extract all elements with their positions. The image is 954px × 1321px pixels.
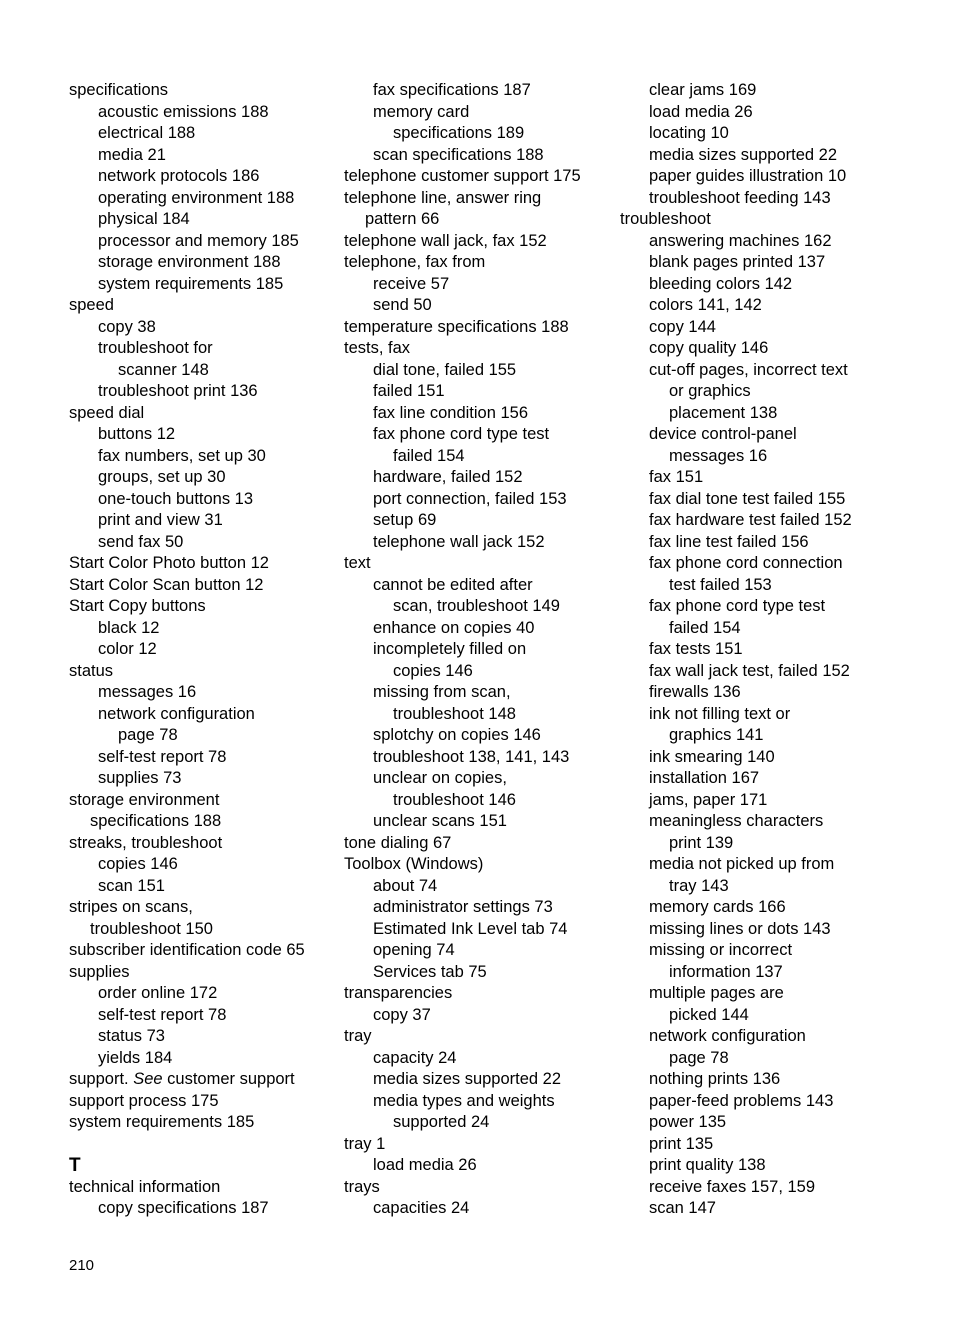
index-subentry: installation 167 xyxy=(649,769,760,787)
index-subentry: copy specifications 187 xyxy=(98,1199,269,1217)
index-entry-continuation: scan, troubleshoot 149 xyxy=(393,597,560,615)
index-entry xyxy=(69,1069,339,1091)
index-subentry: media 21 xyxy=(98,145,166,164)
index-entry-continuation: supported 24 xyxy=(393,1113,490,1131)
index-entry-continuation: placement 138 xyxy=(669,403,778,422)
index-subentry: media types and weights xyxy=(373,1091,555,1110)
index-entry-continuation: copies 146 xyxy=(393,661,473,680)
index-subentry: troubleshoot 138, 141, 143 xyxy=(373,747,570,766)
index-subentry: load media 26 xyxy=(649,102,753,121)
entry-text: support. xyxy=(69,1070,134,1088)
index-subentry: messages 16 xyxy=(98,683,197,701)
index-subentry: media sizes supported 22 xyxy=(373,1070,562,1088)
index-subentry: failed 151 xyxy=(373,382,445,400)
index-subentry: one-touch buttons 13 xyxy=(98,489,254,508)
index-entry: transparencies xyxy=(344,984,453,1002)
index-subentry: print quality 138 xyxy=(649,1156,766,1174)
index-entry-continuation: pattern 66 xyxy=(365,210,440,228)
index-subentry: fax line test failed 156 xyxy=(649,532,809,551)
index-column-3 xyxy=(620,80,910,1220)
index-subentry: ink not filling text or xyxy=(649,704,791,723)
index-subentry: fax specifications 187 xyxy=(373,81,531,99)
index-entry: telephone, fax from xyxy=(344,253,486,271)
index-subentry: locating 10 xyxy=(649,124,729,142)
index-entry-continuation: graphics 141 xyxy=(669,726,764,744)
index-subentry: clear jams 169 xyxy=(649,81,757,99)
index-entry: Toolbox (Windows) xyxy=(344,855,484,873)
index-subentry: cannot be edited after xyxy=(373,575,533,594)
index-subentry: copy quality 146 xyxy=(649,339,769,357)
index-subentry: multiple pages are xyxy=(649,984,784,1002)
index-entry-continuation: failed 154 xyxy=(669,618,741,637)
index-entry: temperature specifications 188 xyxy=(344,317,569,336)
index-entry-continuation: or graphics xyxy=(669,382,751,400)
index-entry: support process 175 xyxy=(69,1091,219,1110)
index-subentry: self-test report 78 xyxy=(98,1005,227,1024)
index-entry: status xyxy=(69,661,114,680)
index-entry: tests, fax xyxy=(344,339,411,357)
index-entry: telephone wall jack, fax 152 xyxy=(344,231,547,250)
index-subentry: physical 184 xyxy=(98,210,190,228)
index-subentry: fax phone cord type test xyxy=(649,597,826,615)
index-subentry: buttons 12 xyxy=(98,425,176,443)
index-subentry: unclear on copies, xyxy=(373,769,507,787)
index-subentry: copies 146 xyxy=(98,855,178,873)
index-entry-continuation: tray 143 xyxy=(669,876,729,895)
index-subentry: order online 172 xyxy=(98,984,218,1002)
index-entry: tray 1 xyxy=(344,1134,386,1153)
index-entry: stripes on scans, xyxy=(69,898,193,916)
index-entry-continuation: page 78 xyxy=(669,1048,729,1067)
index-entry: troubleshoot xyxy=(620,210,711,228)
index-subentry: load media 26 xyxy=(373,1156,477,1174)
index-entry-continuation: page 78 xyxy=(118,726,178,744)
index-subentry: fax tests 151 xyxy=(649,640,743,658)
index-subentry: receive faxes 157, 159 xyxy=(649,1177,816,1196)
section-letter: T xyxy=(69,1155,81,1176)
index-entry-continuation: scanner 148 xyxy=(118,360,209,379)
index-subentry: missing or incorrect xyxy=(649,941,793,959)
index-subentry: self-test report 78 xyxy=(98,747,227,766)
index-entry: technical information xyxy=(69,1177,221,1196)
index-subentry: fax hardware test failed 152 xyxy=(649,511,852,529)
index-subentry: system requirements 185 xyxy=(98,274,284,293)
index-subentry: receive 57 xyxy=(373,274,450,293)
index-subentry: troubleshoot feeding 143 xyxy=(649,188,831,207)
index-subentry: fax line condition 156 xyxy=(373,403,529,422)
index-subentry: about 74 xyxy=(373,876,438,895)
index-subentry: copy 37 xyxy=(373,1005,431,1024)
index-subentry: troubleshoot print 136 xyxy=(98,382,258,400)
index-entry: telephone customer support 175 xyxy=(344,167,581,185)
index-subentry: fax 151 xyxy=(649,468,704,486)
index-subentry: incompletely filled on xyxy=(373,640,527,658)
index-subentry: electrical 188 xyxy=(98,124,196,142)
index-subentry: opening 74 xyxy=(373,941,455,959)
index-subentry: paper guides illustration 10 xyxy=(649,167,847,185)
index-subentry: Estimated Ink Level tab 74 xyxy=(373,919,568,938)
page-number: 210 xyxy=(69,1257,95,1274)
index-entry-continuation: specifications 188 xyxy=(90,812,222,830)
index-subentry: capacities 24 xyxy=(373,1199,470,1217)
index-subentry: nothing prints 136 xyxy=(649,1070,781,1088)
index-subentry: meaningless characters xyxy=(649,812,824,830)
index-subentry: network configuration xyxy=(98,704,255,723)
index-subentry: memory card xyxy=(373,102,470,121)
index-subentry: storage environment 188 xyxy=(98,253,281,271)
index-subentry: troubleshoot for xyxy=(98,339,213,357)
index-subentry: cut-off pages, incorrect text xyxy=(649,360,848,379)
index-subentry: blank pages printed 137 xyxy=(649,253,826,271)
index-entry: trays xyxy=(344,1177,380,1196)
index-column-1 xyxy=(69,80,339,1220)
index-subentry: copy 144 xyxy=(649,317,716,336)
index-entry: speed xyxy=(69,296,114,314)
index-subentry: device control-panel xyxy=(649,425,797,443)
index-subentry: groups, set up 30 xyxy=(98,468,226,486)
index-subentry: status 73 xyxy=(98,1027,165,1045)
index-subentry: capacity 24 xyxy=(373,1048,457,1067)
index-entry: Start Copy buttons xyxy=(69,597,206,615)
index-entry: Start Color Scan button 12 xyxy=(69,575,264,594)
index-subentry: network configuration xyxy=(649,1027,806,1045)
index-subentry: power 135 xyxy=(649,1113,727,1131)
see-reference: See xyxy=(133,1070,163,1088)
index-subentry: fax dial tone test failed 155 xyxy=(649,489,846,508)
index-subentry: hardware, failed 152 xyxy=(373,468,523,486)
index-subentry: setup 69 xyxy=(373,511,437,529)
section-gap xyxy=(69,1134,339,1156)
index-subentry: telephone wall jack 152 xyxy=(373,532,545,551)
index-subentry: port connection, failed 153 xyxy=(373,489,567,508)
index-subentry: Services tab 75 xyxy=(373,962,487,981)
index-entry-continuation: failed 154 xyxy=(393,446,465,465)
index-subentry: splotchy on copies 146 xyxy=(373,726,541,744)
index-entry-continuation: print 139 xyxy=(669,833,734,852)
index-subentry: ink smearing 140 xyxy=(649,747,775,766)
index-subentry: dial tone, failed 155 xyxy=(373,360,517,379)
index-subentry: paper-feed problems 143 xyxy=(649,1091,834,1110)
index-entry: Start Color Photo button 12 xyxy=(69,554,269,572)
index-entry: tray xyxy=(344,1027,372,1045)
index-entry: system requirements 185 xyxy=(69,1113,255,1131)
index-entry: storage environment xyxy=(69,790,220,809)
index-entry: text xyxy=(344,554,371,572)
index-entry-continuation: troubleshoot 148 xyxy=(393,704,516,723)
index-entry: telephone line, answer ring xyxy=(344,188,542,207)
index-subentry: send fax 50 xyxy=(98,532,184,551)
index-subentry: scan specifications 188 xyxy=(373,145,544,164)
index-subentry: yields 184 xyxy=(98,1048,173,1067)
see-target: customer support xyxy=(162,1070,295,1088)
index-entry: streaks, troubleshoot xyxy=(69,833,223,852)
index-subentry: fax phone cord type test xyxy=(373,425,550,443)
index-subentry: color 12 xyxy=(98,640,157,658)
index-subentry: enhance on copies 40 xyxy=(373,618,535,637)
index-subentry: black 12 xyxy=(98,618,160,637)
index-subentry: fax numbers, set up 30 xyxy=(98,446,266,465)
index-subentry: unclear scans 151 xyxy=(373,812,507,830)
index-subentry: operating environment 188 xyxy=(98,188,295,207)
index-entry-continuation: test failed 153 xyxy=(669,575,772,594)
index-subentry: print 135 xyxy=(649,1134,714,1153)
index-subentry: fax phone cord connection xyxy=(649,554,843,572)
index-subentry: media not picked up from xyxy=(649,855,835,873)
index-entry-continuation: messages 16 xyxy=(669,446,768,465)
index-subentry: missing lines or dots 143 xyxy=(649,919,831,938)
index-subentry: missing from scan, xyxy=(373,683,511,701)
index-subentry: answering machines 162 xyxy=(649,231,832,250)
index-subentry: administrator settings 73 xyxy=(373,898,553,916)
index-subentry: media sizes supported 22 xyxy=(649,145,838,164)
index-subentry: network protocols 186 xyxy=(98,167,260,185)
index-subentry: send 50 xyxy=(373,296,432,314)
index-entry: specifications xyxy=(69,81,169,99)
index-entry-continuation: troubleshoot 146 xyxy=(393,790,516,809)
index-entry: subscriber identification code 65 xyxy=(69,941,305,959)
index-column-2 xyxy=(344,80,614,1220)
index-subentry: bleeding colors 142 xyxy=(649,274,793,293)
index-subentry: firewalls 136 xyxy=(649,683,741,701)
index-entry: tone dialing 67 xyxy=(344,833,452,852)
index-entry: supplies xyxy=(69,962,130,981)
index-subentry: scan 147 xyxy=(649,1199,716,1217)
index-entry: speed dial xyxy=(69,403,145,422)
index-subentry: jams, paper 171 xyxy=(649,790,768,809)
index-subentry: memory cards 166 xyxy=(649,898,786,916)
index-subentry: acoustic emissions 188 xyxy=(98,102,269,121)
index-entry-continuation: information 137 xyxy=(669,962,783,981)
index-subentry: scan 151 xyxy=(98,876,165,895)
index-entry-continuation: troubleshoot 150 xyxy=(90,919,213,938)
index-subentry: print and view 31 xyxy=(98,511,223,529)
index-subentry: colors 141, 142 xyxy=(649,296,762,314)
index-subentry: processor and memory 185 xyxy=(98,231,299,250)
index-subentry: copy 38 xyxy=(98,317,156,336)
index-entry-continuation: specifications 189 xyxy=(393,124,525,142)
index-subentry: fax wall jack test, failed 152 xyxy=(649,661,850,680)
index-subentry: supplies 73 xyxy=(98,769,182,787)
index-entry-continuation: picked 144 xyxy=(669,1005,749,1024)
